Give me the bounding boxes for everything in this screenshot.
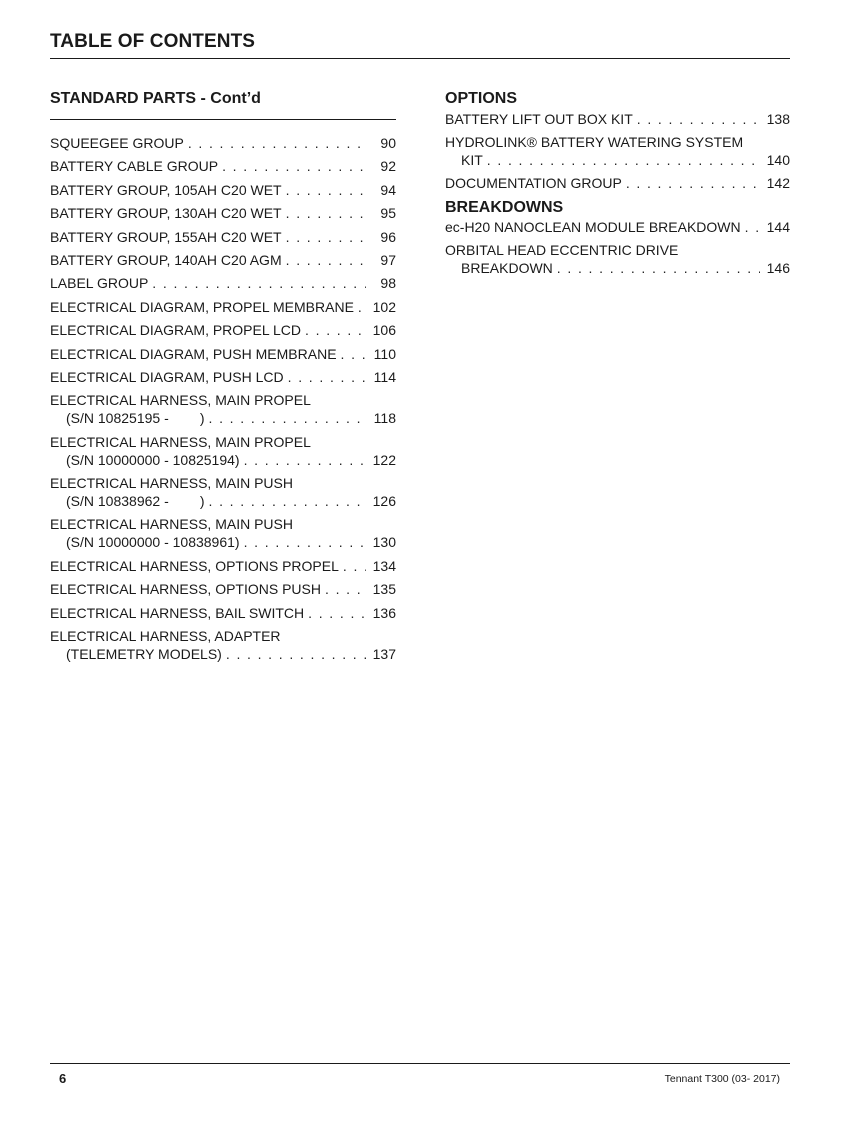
toc-entry[interactable]: [50, 298, 396, 316]
toc-entry-label: SQUEEGEE GROUP: [50, 135, 184, 151]
toc-entry-label: BREAKDOWN: [461, 260, 553, 276]
toc-entry-page-number: 95: [380, 205, 396, 222]
footer-divider: [50, 1063, 790, 1064]
toc-entry-line: [50, 451, 396, 469]
toc-entry-line: [50, 251, 396, 269]
toc-entry-page-number: 114: [373, 368, 396, 385]
toc-entry-line: [50, 228, 396, 246]
toc-entry-line: [50, 474, 396, 492]
dot-leader: [286, 228, 366, 246]
toc-entry-line: [445, 218, 790, 236]
toc-entry-label: ELECTRICAL HARNESS, MAIN PUSH: [50, 475, 293, 492]
toc-entry-line: [445, 110, 790, 128]
toc-entry-page-number: 94: [380, 181, 396, 198]
toc-entry-label: BATTERY LIFT OUT BOX KIT: [445, 111, 633, 127]
toc-entry-line: [50, 492, 396, 510]
toc-entry-line: [445, 174, 790, 192]
toc-entry-line: [50, 298, 396, 316]
toc-entry-line: [50, 391, 396, 409]
toc-entry[interactable]: [50, 557, 396, 575]
breakdowns-list: [445, 218, 790, 277]
footer-model-date: Tennant T300 (03- 2017): [664, 1073, 780, 1085]
toc-entry[interactable]: [445, 133, 790, 169]
toc-entry[interactable]: [50, 604, 396, 622]
toc-entry-line: [50, 645, 396, 663]
dot-leader: [286, 251, 366, 269]
dot-leader: [626, 174, 760, 192]
toc-entry[interactable]: [50, 228, 396, 246]
toc-entry-page-number: 137: [372, 646, 396, 663]
toc-entry-page-number: 134: [372, 557, 396, 574]
toc-entry-line: [50, 368, 396, 386]
page-title: TABLE OF CONTENTS: [50, 31, 256, 52]
toc-entry-page-number: 142: [766, 175, 790, 191]
toc-entry-label: (S/N 10825195 - ): [66, 410, 205, 427]
toc-entry-label: KIT: [461, 152, 483, 168]
toc-entry-label: ELECTRICAL HARNESS, MAIN PUSH: [50, 516, 293, 533]
dot-leader: [343, 557, 366, 575]
toc-entry[interactable]: [50, 181, 396, 199]
dot-leader: [745, 218, 760, 236]
standard-parts-column: [50, 89, 396, 663]
dot-leader: [244, 451, 366, 469]
toc-entry[interactable]: [50, 391, 396, 427]
toc-entry-page-number: 92: [380, 158, 396, 175]
toc-entry-label: (S/N 10000000 - 10825194): [66, 451, 240, 468]
dot-leader: [288, 368, 366, 386]
toc-entry-line: [50, 181, 396, 199]
toc-entry[interactable]: [445, 218, 790, 236]
toc-entry[interactable]: [50, 627, 396, 663]
toc-entry-label: ELECTRICAL DIAGRAM, PUSH MEMBRANE: [50, 345, 337, 362]
toc-entry-page-number: 90: [380, 135, 396, 151]
options-heading: OPTIONS: [445, 90, 518, 107]
dot-leader: [557, 259, 760, 277]
toc-entry[interactable]: [50, 345, 396, 363]
dot-leader: [305, 321, 366, 339]
toc-entry[interactable]: [50, 433, 396, 469]
dot-leader: [222, 157, 366, 175]
toc-entry-line: [50, 204, 396, 222]
breakdowns-heading: BREAKDOWNS: [445, 199, 564, 216]
toc-entry-page-number: 144: [766, 219, 790, 235]
toc-entry-page-number: 140: [766, 152, 790, 168]
toc-entry[interactable]: [50, 580, 396, 598]
toc-entry[interactable]: [50, 251, 396, 269]
toc-entry-line: [50, 157, 396, 175]
toc-entry-line: [50, 533, 396, 551]
toc-entry-page-number: 136: [372, 604, 396, 621]
toc-entry-line: [50, 321, 396, 339]
toc-entry-page-number: 97: [380, 251, 396, 268]
toc-entry-label: BATTERY CABLE GROUP: [50, 158, 219, 175]
toc-entry-page-number: 130: [372, 534, 396, 551]
footer-page-number: 6: [59, 1071, 67, 1086]
dot-leader: [209, 409, 366, 427]
toc-entry-line: [445, 151, 790, 169]
toc-entry-page-number: 106: [372, 322, 396, 339]
toc-entry-label: BATTERY GROUP, 140AH C20 AGM: [50, 251, 282, 268]
dot-leader: [209, 492, 366, 510]
standard-parts-divider: [50, 119, 396, 120]
toc-entry-label: DOCUMENTATION GROUP: [445, 175, 622, 191]
toc-entry[interactable]: [50, 134, 396, 152]
dot-leader: [487, 151, 760, 169]
dot-leader: [325, 580, 366, 598]
toc-entry-line: [445, 259, 790, 277]
toc-entry-label: ELECTRICAL HARNESS, BAIL SWITCH: [50, 604, 305, 621]
toc-entry-line: [50, 274, 396, 292]
toc-entry[interactable]: [50, 204, 396, 222]
toc-entry-page-number: 135: [372, 581, 396, 598]
toc-entry[interactable]: [50, 274, 396, 292]
options-breakdowns-column: [445, 89, 790, 277]
toc-entry[interactable]: [445, 174, 790, 192]
toc-entry-label: LABEL GROUP: [50, 275, 149, 292]
dot-leader: [152, 274, 366, 292]
toc-entry-line: [50, 604, 396, 622]
toc-entry[interactable]: [445, 241, 790, 277]
toc-entry-page-number: 118: [373, 410, 396, 427]
toc-entry-page-number: 138: [766, 111, 790, 127]
toc-entry-page-number: 122: [372, 451, 396, 468]
toc-entry-label: ELECTRICAL HARNESS, MAIN PROPEL: [50, 433, 311, 450]
options-list: [445, 110, 790, 192]
toc-entry[interactable]: [50, 474, 396, 510]
toc-entry-line: [445, 241, 790, 259]
toc-entry-label: BATTERY GROUP, 155AH C20 WET: [50, 228, 282, 245]
toc-entry-line: [50, 433, 396, 451]
toc-entry-line: [50, 409, 396, 427]
dot-leader: [358, 298, 366, 316]
toc-entry-label: ELECTRICAL HARNESS, MAIN PROPEL: [50, 392, 311, 409]
toc-entry-label: BATTERY GROUP, 130AH C20 WET: [50, 205, 282, 222]
toc-entry-label: (S/N 10838962 - ): [66, 493, 205, 510]
toc-entry-label: ORBITAL HEAD ECCENTRIC DRIVE: [445, 242, 679, 258]
toc-entry-label: ELECTRICAL DIAGRAM, PUSH LCD: [50, 368, 284, 385]
toc-entry-page-number: 146: [766, 260, 790, 276]
toc-entry[interactable]: [50, 321, 396, 339]
toc-entry-label: ELECTRICAL HARNESS, OPTIONS PUSH: [50, 581, 321, 598]
dot-leader: [188, 134, 366, 152]
toc-entry[interactable]: [50, 515, 396, 551]
toc-entry-line: [50, 580, 396, 598]
dot-leader: [286, 181, 366, 199]
toc-entry-page-number: 96: [380, 228, 396, 245]
toc-entry-page-number: 126: [372, 493, 396, 510]
standard-parts-heading: STANDARD PARTS - Cont’d: [50, 90, 261, 107]
toc-entry-page-number: 98: [380, 275, 396, 292]
title-divider: [50, 58, 790, 59]
dot-leader: [226, 645, 366, 663]
toc-entry-page-number: 102: [372, 298, 396, 315]
toc-entry-label: HYDROLINK® BATTERY WATERING SYSTEM: [445, 134, 744, 150]
toc-entry[interactable]: [445, 110, 790, 128]
toc-entry-page-number: 110: [373, 345, 396, 362]
toc-entry-label: (TELEMETRY MODELS): [66, 646, 222, 663]
dot-leader: [286, 204, 366, 222]
toc-entry-label: ELECTRICAL HARNESS, OPTIONS PROPEL: [50, 557, 339, 574]
toc-entry-label: ec-H20 NANOCLEAN MODULE BREAKDOWN: [445, 219, 741, 235]
toc-entry-line: [445, 133, 790, 151]
toc-entry-label: BATTERY GROUP, 105AH C20 WET: [50, 181, 282, 198]
dot-leader: [637, 110, 760, 128]
standard-parts-list: [50, 134, 396, 663]
dot-leader: [308, 604, 366, 622]
dot-leader: [244, 533, 366, 551]
toc-entry-label: (S/N 10000000 - 10838961): [66, 534, 240, 551]
toc-entry[interactable]: [50, 157, 396, 175]
toc-entry-label: ELECTRICAL DIAGRAM, PROPEL LCD: [50, 322, 302, 339]
toc-entry-line: [50, 515, 396, 533]
dot-leader: [341, 345, 366, 363]
toc-entry-line: [50, 345, 396, 363]
toc-entry-line: [50, 557, 396, 575]
toc-entry-label: ELECTRICAL DIAGRAM, PROPEL MEMBRANE: [50, 298, 354, 315]
toc-entry[interactable]: [50, 368, 396, 386]
toc-entry-line: [50, 627, 396, 645]
toc-entry-label: ELECTRICAL HARNESS, ADAPTER: [50, 628, 281, 645]
toc-entry-line: [50, 134, 396, 152]
